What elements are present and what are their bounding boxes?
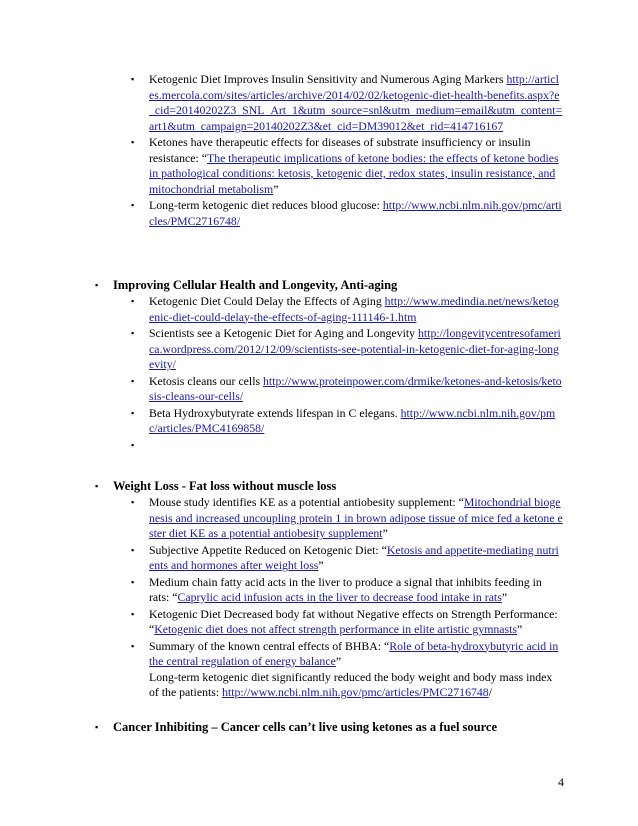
longevity-reference-list xyxy=(131,294,563,454)
square-bullet-icon: ▪ xyxy=(131,640,135,651)
section-title: Cancer Inhibiting – Cancer cells can’t live using ketones as a fuel source xyxy=(113,720,498,734)
weight-loss-reference-list xyxy=(131,495,563,702)
list-item: ▪ Long-term ketogenic diet reduces blood glucose: http://www.ncbi.nlm.nih.gov/pmc/articles/PMC2716748/ xyxy=(131,198,562,228)
square-bullet-icon: ▪ xyxy=(131,439,135,450)
reference-link[interactable]: The therapeutic implications of ketone bodies: the effects of ketone bodies in pathological conditions: ketosis, ketogenic diet, redox states, insulin resistance, and mitochondrial metabolism xyxy=(149,150,559,196)
page-number: 4 xyxy=(558,775,564,789)
square-bullet-icon: ▪ xyxy=(131,497,135,507)
section-heading xyxy=(95,478,575,495)
square-bullet-icon: ▪ xyxy=(95,481,99,491)
reference-link[interactable]: Ketogenic diet does not affect strength performance in elite artistic gymnasts xyxy=(154,622,517,636)
reference-link[interactable]: Mitochondrial biogenesis and increased uncoupling protein 1 in brown adipose tissue of mice fed a ketone ester diet KE as a potential antiobesity supplement xyxy=(149,495,563,540)
square-bullet-icon: ▪ xyxy=(131,296,135,306)
list-item: ▪ Ketogenic Diet Improves Insulin Sensitivity and Numerous Aging Markers http://articles.mercola.com/sites/articles/archive/2014/02/02/ketogenic-diet-health-benefits.aspx?e_cid=20140202Z3_SNL_Art_1&utm_source=snl&utm_medium=email&utm_content=art1&utm_campaign=20140202Z3&et_cid=DM39012&et_rid=414716167 xyxy=(131,72,563,133)
square-bullet-icon: ▪ xyxy=(95,280,99,290)
square-bullet-icon: ▪ xyxy=(131,544,135,555)
section-title: Weight Loss - Fat loss without muscle loss xyxy=(113,479,337,493)
list-item: ▪ Scientists see a Ketogenic Diet for Aging and Longevity http://longevitycentresofamerica.wordpress.com/2012/12/09/scientists-see-potential-in-ketogenic-diet-for-aging-longevity/ xyxy=(131,326,561,371)
list-item: ▪ Ketogenic Diet Decreased body fat without Negative effects on Strength Performance: “Ketogenic diet does not affect strength performance in elite artistic gymnasts” xyxy=(131,606,558,636)
reference-link[interactable]: Ketosis and appetite-mediating nutrients and hormones after weight loss xyxy=(149,542,559,572)
list-item-continuation: Long-term ketogenic diet significantly reduced the body weight and body mass index of the patients: xyxy=(149,669,553,699)
reference-link[interactable]: Caprylic acid infusion acts in the liver to decrease food intake in rats xyxy=(177,590,502,604)
reference-link[interactable]: http://longevitycentresofamerica.wordpress.com/2012/12/09/scientists-see-potential-in-ketogenic-diet-for-aging-longevity/ xyxy=(149,326,561,371)
square-bullet-icon: ▪ xyxy=(131,200,135,210)
list-item: ▪ Ketones have therapeutic effects for diseases of substrate insufficiency or insulin resistance: “The therapeutic implications of ketone bodies: the effects of ketone bodies in pathological conditions: ketosis, ketogenic diet, redox states, insulin resistance, and mitochondrial metabolism” xyxy=(131,135,559,196)
square-bullet-icon: ▪ xyxy=(131,328,135,338)
list-item: ▪ Medium chain fatty acid acts in the liver to produce a signal that inhibits feeding in rats: “Caprylic acid infusion acts in the liver to decrease food intake in rats” xyxy=(131,574,542,604)
square-bullet-icon: ▪ xyxy=(131,407,135,418)
reference-link[interactable]: http://www.medindia.net/news/ketogenic-diet-could-delay-the-effects-of-aging-111146-1.htm xyxy=(149,294,559,324)
reference-link[interactable]: http://www.proteinpower.com/drmike/ketones-and-ketosis/ketosis-cleans-our-cells/ xyxy=(149,373,562,403)
square-bullet-icon: ▪ xyxy=(131,576,135,587)
ketones-reference-list xyxy=(131,72,563,230)
list-item: ▪ Subjective Appetite Reduced on Ketogenic Diet: “Ketosis and appetite-mediating nutrients and hormones after weight loss” xyxy=(131,542,559,572)
list-item: ▪ Summary of the known central effects of BHBA: “Role of beta-hydroxybutyric acid in the central regulation of energy balance” Long-term ketogenic diet significantly reduced the body weight and body mass index of the patients: http://www.ncbi.nlm.nih.gov/pmc/articles/PMC2716748/ xyxy=(131,638,559,699)
reference-link[interactable]: http://www.ncbi.nlm.nih.gov/pmc/articles/PMC4169858/ xyxy=(149,405,556,435)
square-bullet-icon: ▪ xyxy=(131,74,135,84)
square-bullet-icon: ▪ xyxy=(131,375,135,386)
square-bullet-icon: ▪ xyxy=(131,137,135,147)
list-item: ▪ Beta Hydroxybutyrate extends lifespan in C elegans. http://www.ncbi.nlm.nih.gov/pmc/articles/PMC4169858/ xyxy=(131,405,556,435)
square-bullet-icon: ▪ xyxy=(95,722,99,732)
section-title: Improving Cellular Health and Longevity, Anti-aging xyxy=(113,278,398,292)
reference-link[interactable]: Role of beta-hydroxybutyric acid in the central regulation of energy balance xyxy=(149,638,559,668)
reference-link[interactable]: http://www.ncbi.nlm.nih.gov/pmc/articles/PMC2716748/ xyxy=(149,198,562,228)
square-bullet-icon: ▪ xyxy=(131,608,135,619)
list-item: ▪ Mouse study identifies KE as a potential antiobesity supplement: “Mitochondrial biogenesis and increased uncoupling protein 1 in brown adipose tissue of mice fed a ketone ester diet KE as a potential antiobesity supplement” xyxy=(131,495,563,540)
list-item: ▪ Ketosis cleans our cells http://www.proteinpower.com/drmike/ketones-and-ketosis/ketosis-cleans-our-cells/ xyxy=(131,373,562,403)
list-item: ▪ Ketogenic Diet Could Delay the Effects of Aging http://www.medindia.net/news/ketogenic-diet-could-delay-the-effects-of-aging-111146-1.htm xyxy=(131,294,559,324)
section-heading xyxy=(95,719,575,736)
section-heading xyxy=(95,277,575,294)
list-item-empty xyxy=(131,438,563,454)
reference-link[interactable]: http://www.ncbi.nlm.nih.gov/pmc/articles/PMC2716748 xyxy=(222,685,489,699)
reference-link[interactable]: http://articles.mercola.com/sites/articles/archive/2014/02/02/ketogenic-diet-health-benefits.aspx?e_cid=20140202Z3_SNL_Art_1&utm_source=snl&utm_medium=email&utm_content=art1&utm_campaign=20140202Z3&et_cid=DM39012&et_rid=414716167 xyxy=(149,72,563,133)
